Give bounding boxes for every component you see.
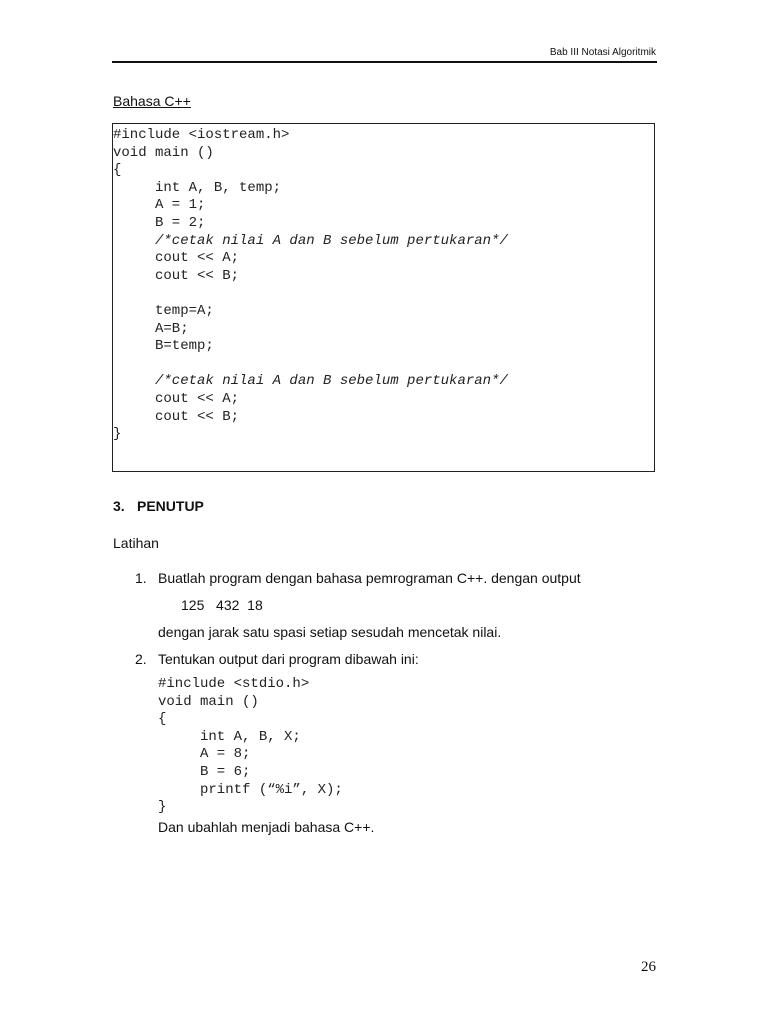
section-number: 3. xyxy=(113,498,125,514)
section-label: Bahasa C++ xyxy=(113,93,191,109)
code-line: cout << B; xyxy=(113,408,240,425)
code-line: void main () xyxy=(158,693,259,710)
code-line: A = 1; xyxy=(113,197,206,214)
code-line: B = 6; xyxy=(158,764,251,780)
section-title: PENUTUP xyxy=(137,498,204,514)
exercise-number: 2. xyxy=(135,651,147,667)
code-block xyxy=(112,123,655,472)
running-header: Bab III Notasi Algoritmik xyxy=(549,47,656,58)
code-line: int A, B, temp; xyxy=(113,179,282,196)
code-line: } xyxy=(113,426,122,443)
code-line: A=B; xyxy=(113,320,189,337)
exercise-output-values: 125 432 18 xyxy=(181,597,263,613)
exercise-note: Dan ubahlah menjadi bahasa C++. xyxy=(158,819,375,835)
header-divider xyxy=(112,61,657,63)
code-line: int A, B, X; xyxy=(158,728,301,745)
code-line: { xyxy=(113,162,122,179)
exercise-text: Buatlah program dengan bahasa pemrograman C++. dengan output xyxy=(158,570,581,586)
code-line: cout << B; xyxy=(113,267,240,284)
exercise-text: Tentukan output dari program dibawah ini: xyxy=(158,651,419,667)
code-line: B = 2; xyxy=(113,215,206,231)
code-line: } xyxy=(158,799,167,816)
code-comment-line: /*cetak nilai A dan B sebelum pertukaran*/ xyxy=(113,373,508,390)
code-line: printf (“%i”, X); xyxy=(158,781,343,798)
code-line: temp=A; xyxy=(113,303,214,319)
exercise-item-1 xyxy=(135,570,581,586)
code-line: A = 8; xyxy=(158,746,251,763)
subheading: Latihan xyxy=(113,535,159,551)
code-line: cout << A; xyxy=(113,250,240,267)
code-line: #include <stdio.h> xyxy=(158,676,310,692)
code-line: B=temp; xyxy=(113,338,214,355)
code-line: #include <iostream.h> xyxy=(113,127,290,143)
code-line: cout << A; xyxy=(113,391,240,407)
exercise-item-2 xyxy=(135,651,419,667)
exercise-number: 1. xyxy=(135,570,147,586)
exercise-note: dengan jarak satu spasi setiap sesudah mencetak nilai. xyxy=(158,624,502,640)
code-comment-line: /*cetak nilai A dan B sebelum pertukaran*/ xyxy=(113,232,508,249)
code-line: { xyxy=(158,711,167,728)
section-heading xyxy=(113,498,204,514)
code-line: void main () xyxy=(113,144,214,161)
page-number: 26 xyxy=(641,959,656,975)
